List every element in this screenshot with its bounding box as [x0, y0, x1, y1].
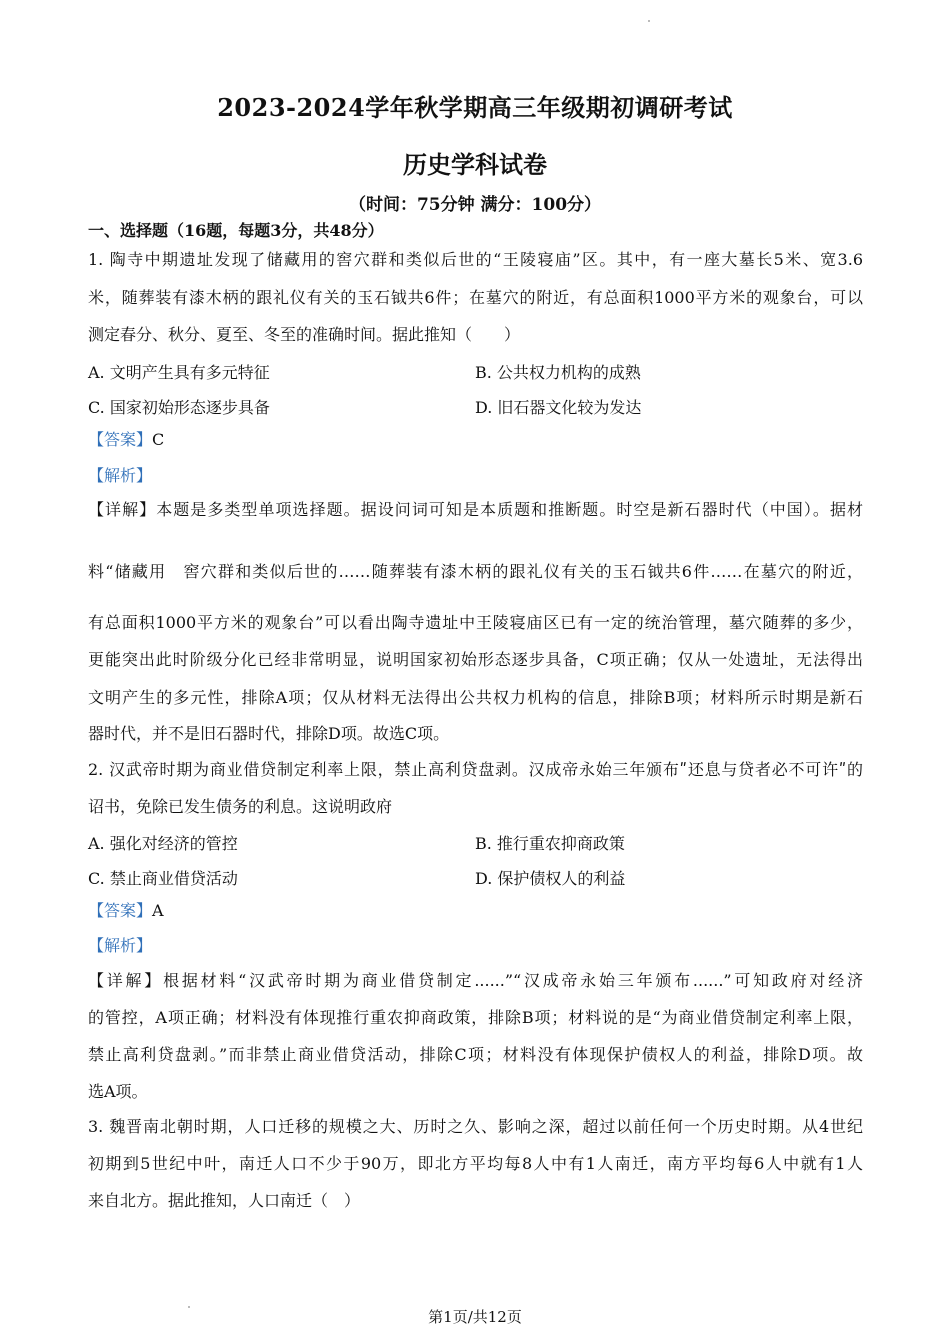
q2-detail-line: 禁止高利贷盘剥。”而非禁止商业借贷活动，排除C项；材料没有体现保护债权人的利益，排除D项。故 — [88, 1045, 863, 1064]
scan-dot — [648, 20, 650, 22]
q2-analysis — [88, 936, 863, 956]
detail-text: 根据材料“汉武帝时期为商业借贷制定......”“汉成帝永始三年颁布......”可知政府对经济 — [163, 971, 863, 990]
section-heading: 一、选择题（16题，每题3分，共48分） — [88, 221, 384, 240]
detail-text: 本题是多类型单项选择题。据设问词可知是本质题和推断题。时空是新石器时代（中国）。据材 — [156, 500, 863, 519]
q1-option-a: A. 文明产生具有多元特征 — [88, 363, 270, 382]
q3-stem-line: 来自北方。据此推知，人口南迁（ ） — [88, 1191, 361, 1210]
q1-analysis — [88, 466, 863, 486]
exam-info: （时间：75分钟 满分：100分） — [348, 195, 602, 215]
q3-stem-line: 初期到5世纪中叶，南迁人口不少于90万，即北方平均每8人中有1人南迁，南方平均每6人中就有1人 — [88, 1154, 863, 1173]
answer-value: A — [152, 901, 164, 920]
q2-detail-line — [88, 971, 863, 991]
q1-stem-line: 1. 陶寺中期遗址发现了储藏用的窖穴群和类似后世的“王陵寝庙”区。其中，有一座大墓长5米、宽3.6 — [88, 250, 863, 269]
q1-detail-line: 文明产生的多元性，排除A项；仅从材料无法得出公共权力机构的信息，排除B项；材料所示时期是新石 — [88, 688, 863, 707]
q2-option-a: A. 强化对经济的管控 — [88, 834, 238, 853]
q2-stem-line: 2. 汉武帝时期为商业借贷制定利率上限，禁止高利贷盘剥。汉成帝永始三年颁布ʺ还息与贷者必不可许ʺ的 — [88, 760, 863, 779]
detail-tag: 【详解】 — [88, 500, 157, 519]
q1-option-b: B. 公共权力机构的成熟 — [475, 363, 641, 382]
detail-tag: 【详解】 — [88, 971, 164, 990]
q1-detail-line: 料“储藏用 窖穴群和类似后世的……随葬装有漆木柄的跟礼仪有关的玉石钺共6件……在墓穴的附近， — [88, 562, 863, 581]
analysis-tag: 【解析】 — [88, 466, 153, 485]
q2-option-d: D. 保护债权人的利益 — [475, 869, 626, 888]
q1-detail-line: 器时代，并不是旧石器时代，排除D项。故选C项。 — [88, 724, 450, 743]
q1-option-d: D. 旧石器文化较为发达 — [475, 398, 642, 417]
q1-detail-line — [88, 500, 863, 520]
answer-tag: 【答案】 — [88, 901, 153, 920]
subject-title: 历史学科试卷 — [403, 150, 547, 179]
exam-title: 2023-2024学年秋学期高三年级期初调研考试 — [217, 93, 733, 122]
q2-detail-line: 的管控，A项正确；材料没有体现推行重农抑商政策，排除B项；材料说的是“为商业借贷制定利率上限， — [88, 1008, 863, 1027]
answer-tag: 【答案】 — [88, 430, 153, 449]
q2-option-c: C. 禁止商业借贷活动 — [88, 869, 238, 888]
q1-detail-line: 有总面积1000平方米的观象台”可以看出陶寺遗址中王陵寝庙区已有一定的统治管理，墓穴随葬的多少， — [88, 613, 863, 632]
q1-option-c: C. 国家初始形态逐步具备 — [88, 398, 270, 417]
analysis-tag: 【解析】 — [88, 936, 153, 955]
q1-stem-line: 米，随葬装有漆木柄的跟礼仪有关的玉石钺共6件；在墓穴的附近，有总面积1000平方米的观象台，可以 — [88, 288, 863, 307]
q1-stem-line: 测定春分、秋分、夏至、冬至的准确时间。据此推知（ ） — [88, 325, 521, 344]
q2-stem-line: 诏书，免除已发生债务的利息。这说明政府 — [88, 797, 393, 816]
answer-value: C — [152, 430, 165, 449]
q1-answer — [88, 430, 863, 450]
q2-option-b: B. 推行重农抑商政策 — [475, 834, 625, 853]
q2-detail-line: 选A项。 — [88, 1082, 148, 1101]
q2-answer — [88, 901, 863, 921]
q1-detail-line: 更能突出此时阶级分化已经非常明显，说明国家初始形态逐步具备，C项正确；仅从一处遗址，无法得出 — [88, 650, 863, 669]
page-number: 第1页/共12页 — [428, 1308, 522, 1326]
q3-stem-line: 3. 魏晋南北朝时期，人口迁移的规模之大、历时之久、影响之深，超过以前任何一个历史时期。从4世纪 — [88, 1117, 863, 1136]
